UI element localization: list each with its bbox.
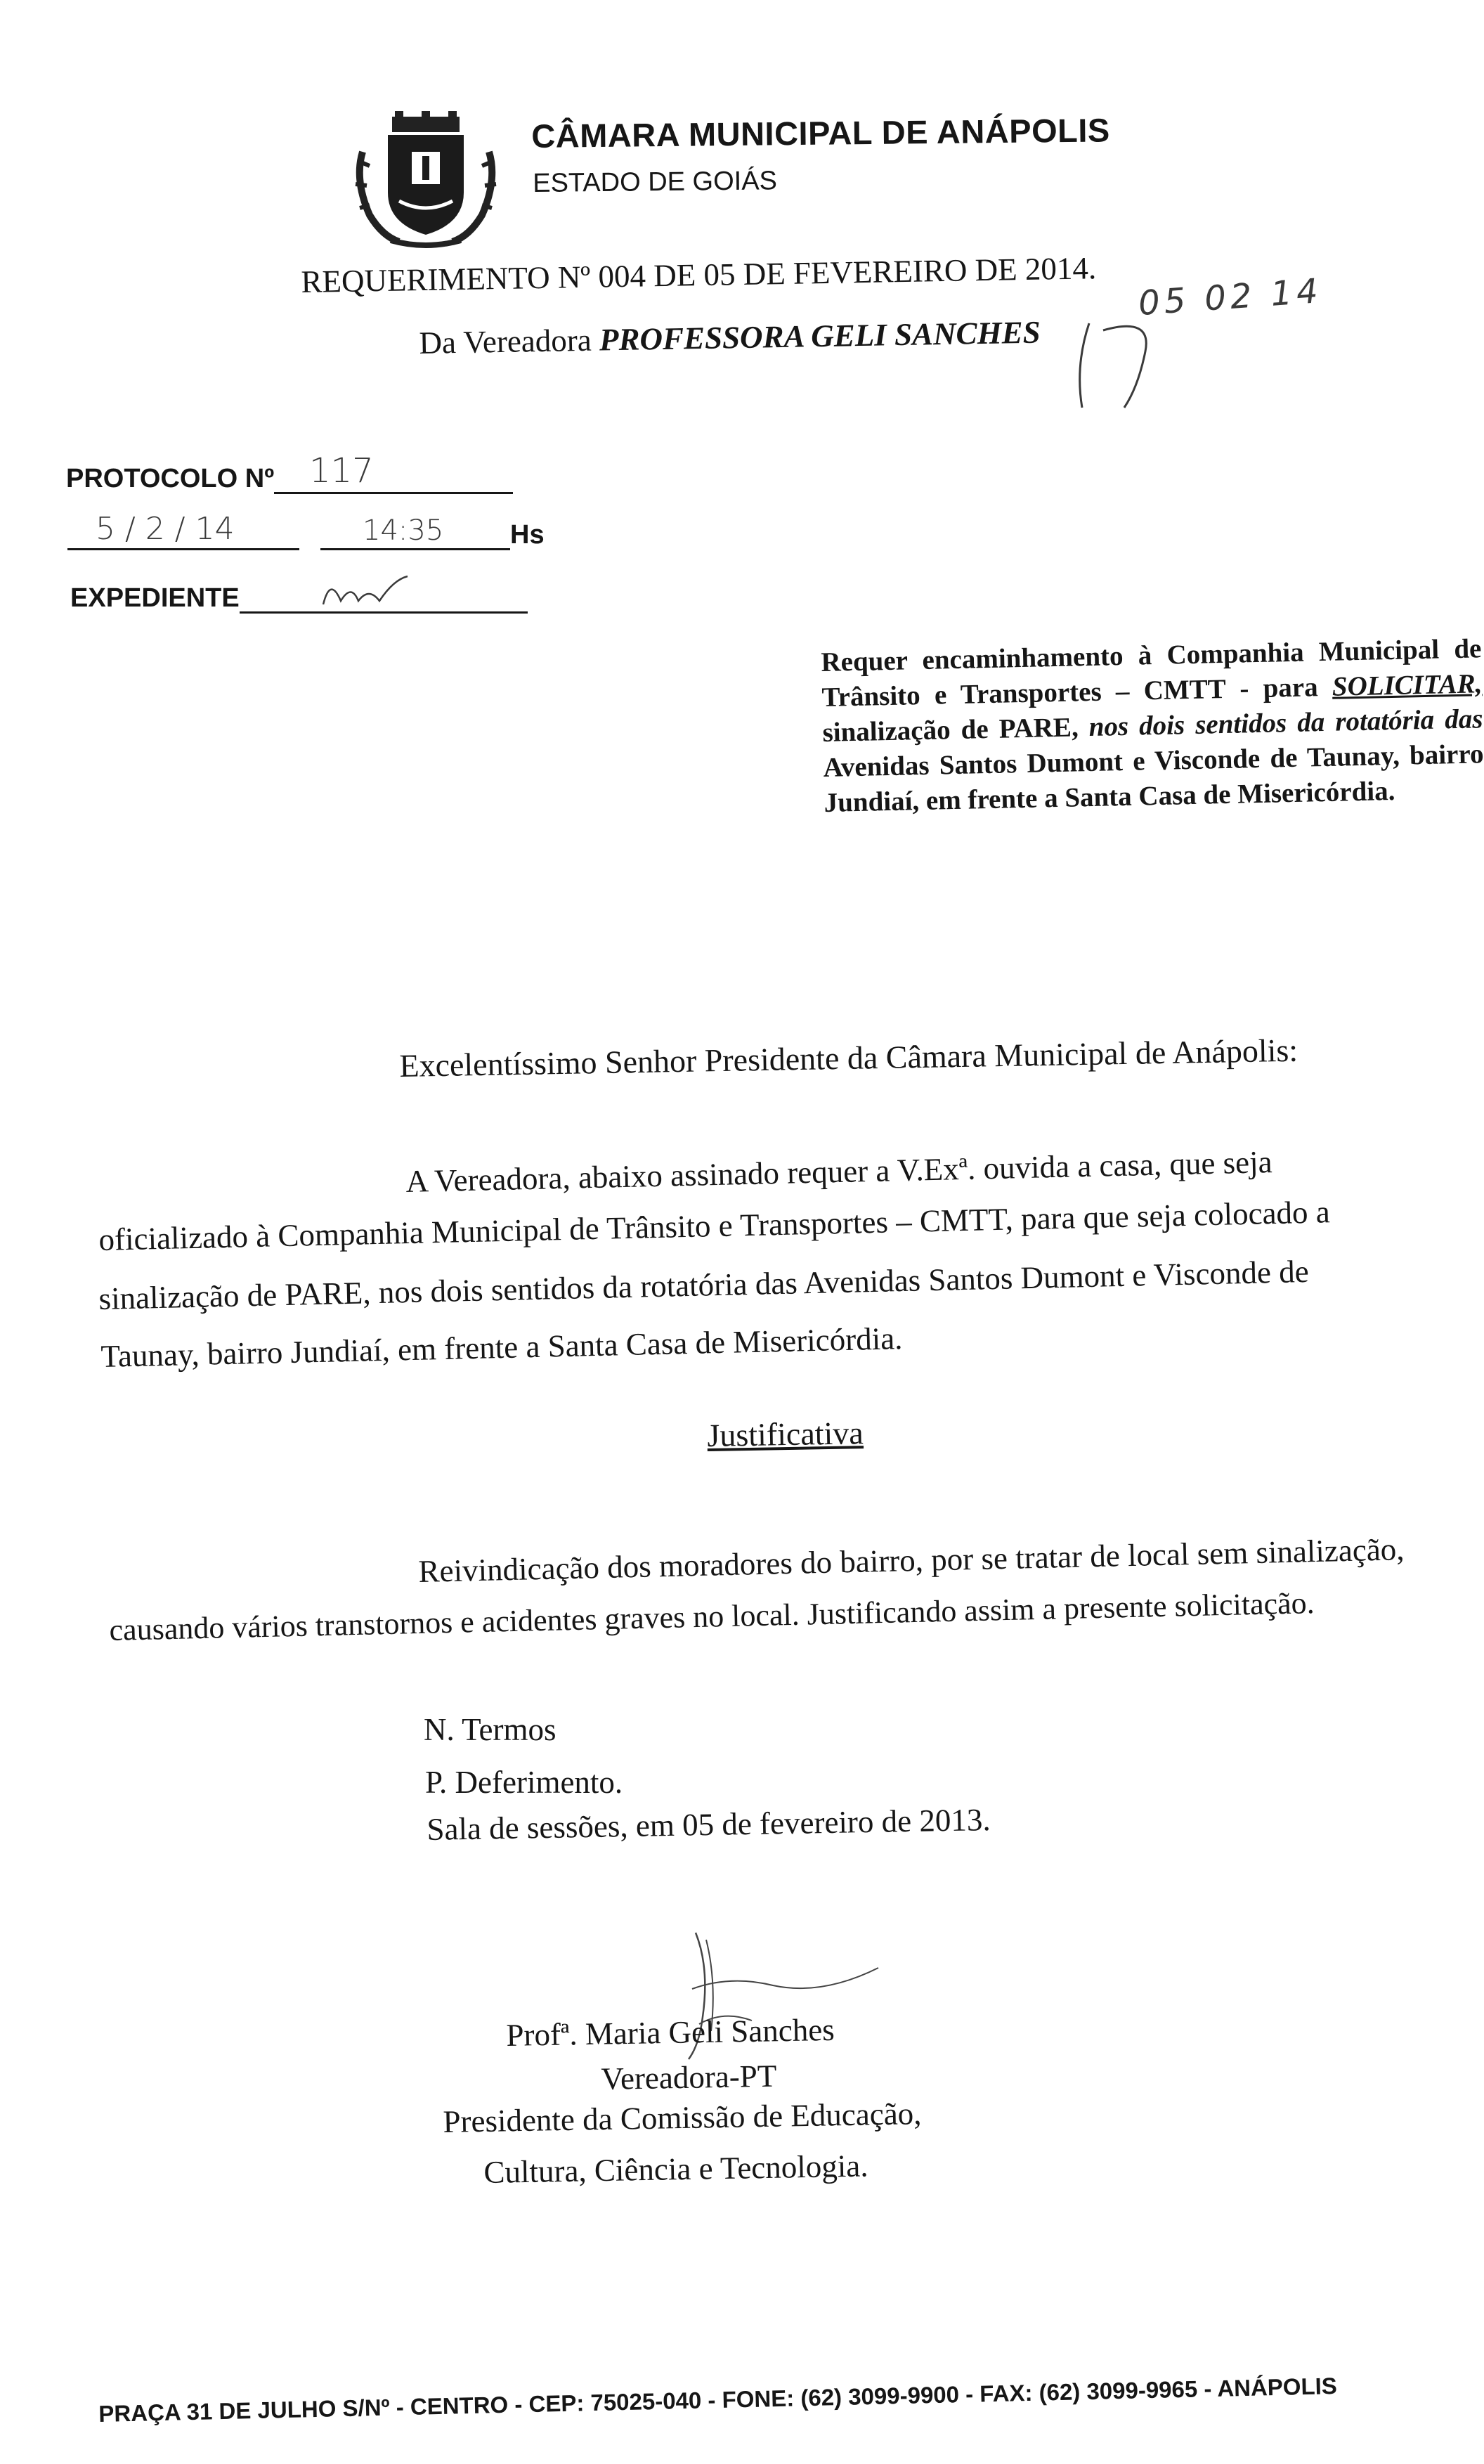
author-prefix: Da Vereadora [419,322,600,361]
protocol-number: 117 [309,451,374,491]
expediente-scribble [316,569,429,611]
paragraph-line: sinalização de PARE, nos dois sentidos da rotatória das Avenidas Santos Dumont e Visconde de [98,1253,1310,1316]
received-date-mark: 05 02 14 [1137,271,1324,324]
request-summary [821,631,1484,821]
justification-line: causando vários transtornos e acidentes graves no local. Justificando assim a presente solicitação. [109,1586,1315,1647]
footer-address: PRAÇA 31 DE JULHO S/Nº - CENTRO - CEP: 75025-040 - FONE: (62) 3099-9900 - FAX: (62) 3099-9965 - ANÁPOLIS [98,2373,1338,2427]
requerimento-author [419,314,1041,361]
closing-line: N. Termos [424,1712,556,1747]
paragraph-line: Taunay, bairro Jundiaí, em frente a Santa Casa de Misericórdia. [100,1321,903,1374]
hours-label: Hs [510,520,545,550]
justification-heading: Justificativa [707,1415,864,1453]
expediente-label: EXPEDIENTE [70,583,240,613]
signature-commission: Cultura, Ciência e Tecnologia. [483,2148,868,2190]
protocol-row [66,451,513,494]
expediente-row [70,583,528,614]
paragraph-line: A Vereadora, abaixo assinado requer a V.Exª. ouvida a casa, que seja [405,1144,1273,1199]
summary-solicitar: SOLICITAR, [1332,668,1483,702]
org-name: CÂMARA MUNICIPAL DE ANÁPOLIS [531,111,1110,155]
protocol-time: 14:35 [363,514,444,547]
summary-part3: nos dois sentidos da rotatória das [1088,703,1483,743]
protocol-label: PROTOCOLO Nº [66,464,275,493]
author-name: PROFESSORA GELI SANCHES [599,314,1041,358]
paragraph-line: oficializado à Companhia Municipal de Trânsito e Transportes – CMTT, para que seja colocado a [98,1194,1331,1257]
org-state: ESTADO DE GOIÁS [533,166,778,198]
handwritten-initials [1061,309,1173,415]
protocol-date: 5 / 2 / 14 [96,511,235,547]
protocol-date-row [67,511,545,550]
salutation: Excelentíssimo Senhor Presidente da Câmara Municipal de Anápolis: [399,1032,1298,1084]
signature-commission: Presidente da Comissão de Educação, [443,2096,922,2139]
signature-role: Vereadora-PT [601,2058,777,2096]
summary-part2: sinalização de PARE, [822,712,1090,748]
summary-part1: Requer encaminhamento à Companhia Municipal de Trânsito e Transportes – CMTT - para [821,633,1482,713]
signature-name: Profª. Maria Geli Sanches [506,2011,835,2053]
justification-line: Reivindicação dos moradores do bairro, por se tratar de local sem sinalização, [418,1531,1405,1589]
closing-line: P. Deferimento. [425,1765,623,1800]
closing-line: Sala de sessões, em 05 de fevereiro de 2013. [427,1801,991,1847]
requerimento-title: REQUERIMENTO Nº 004 DE 05 DE FEVEREIRO DE 2014. [301,250,1097,299]
summary-part4: Avenidas Santos Dumont e Visconde de Taunay, bairro Jundiaí, em frente a Santa Casa de Misericórdia. [823,739,1484,818]
coat-of-arms-logo [349,110,503,250]
